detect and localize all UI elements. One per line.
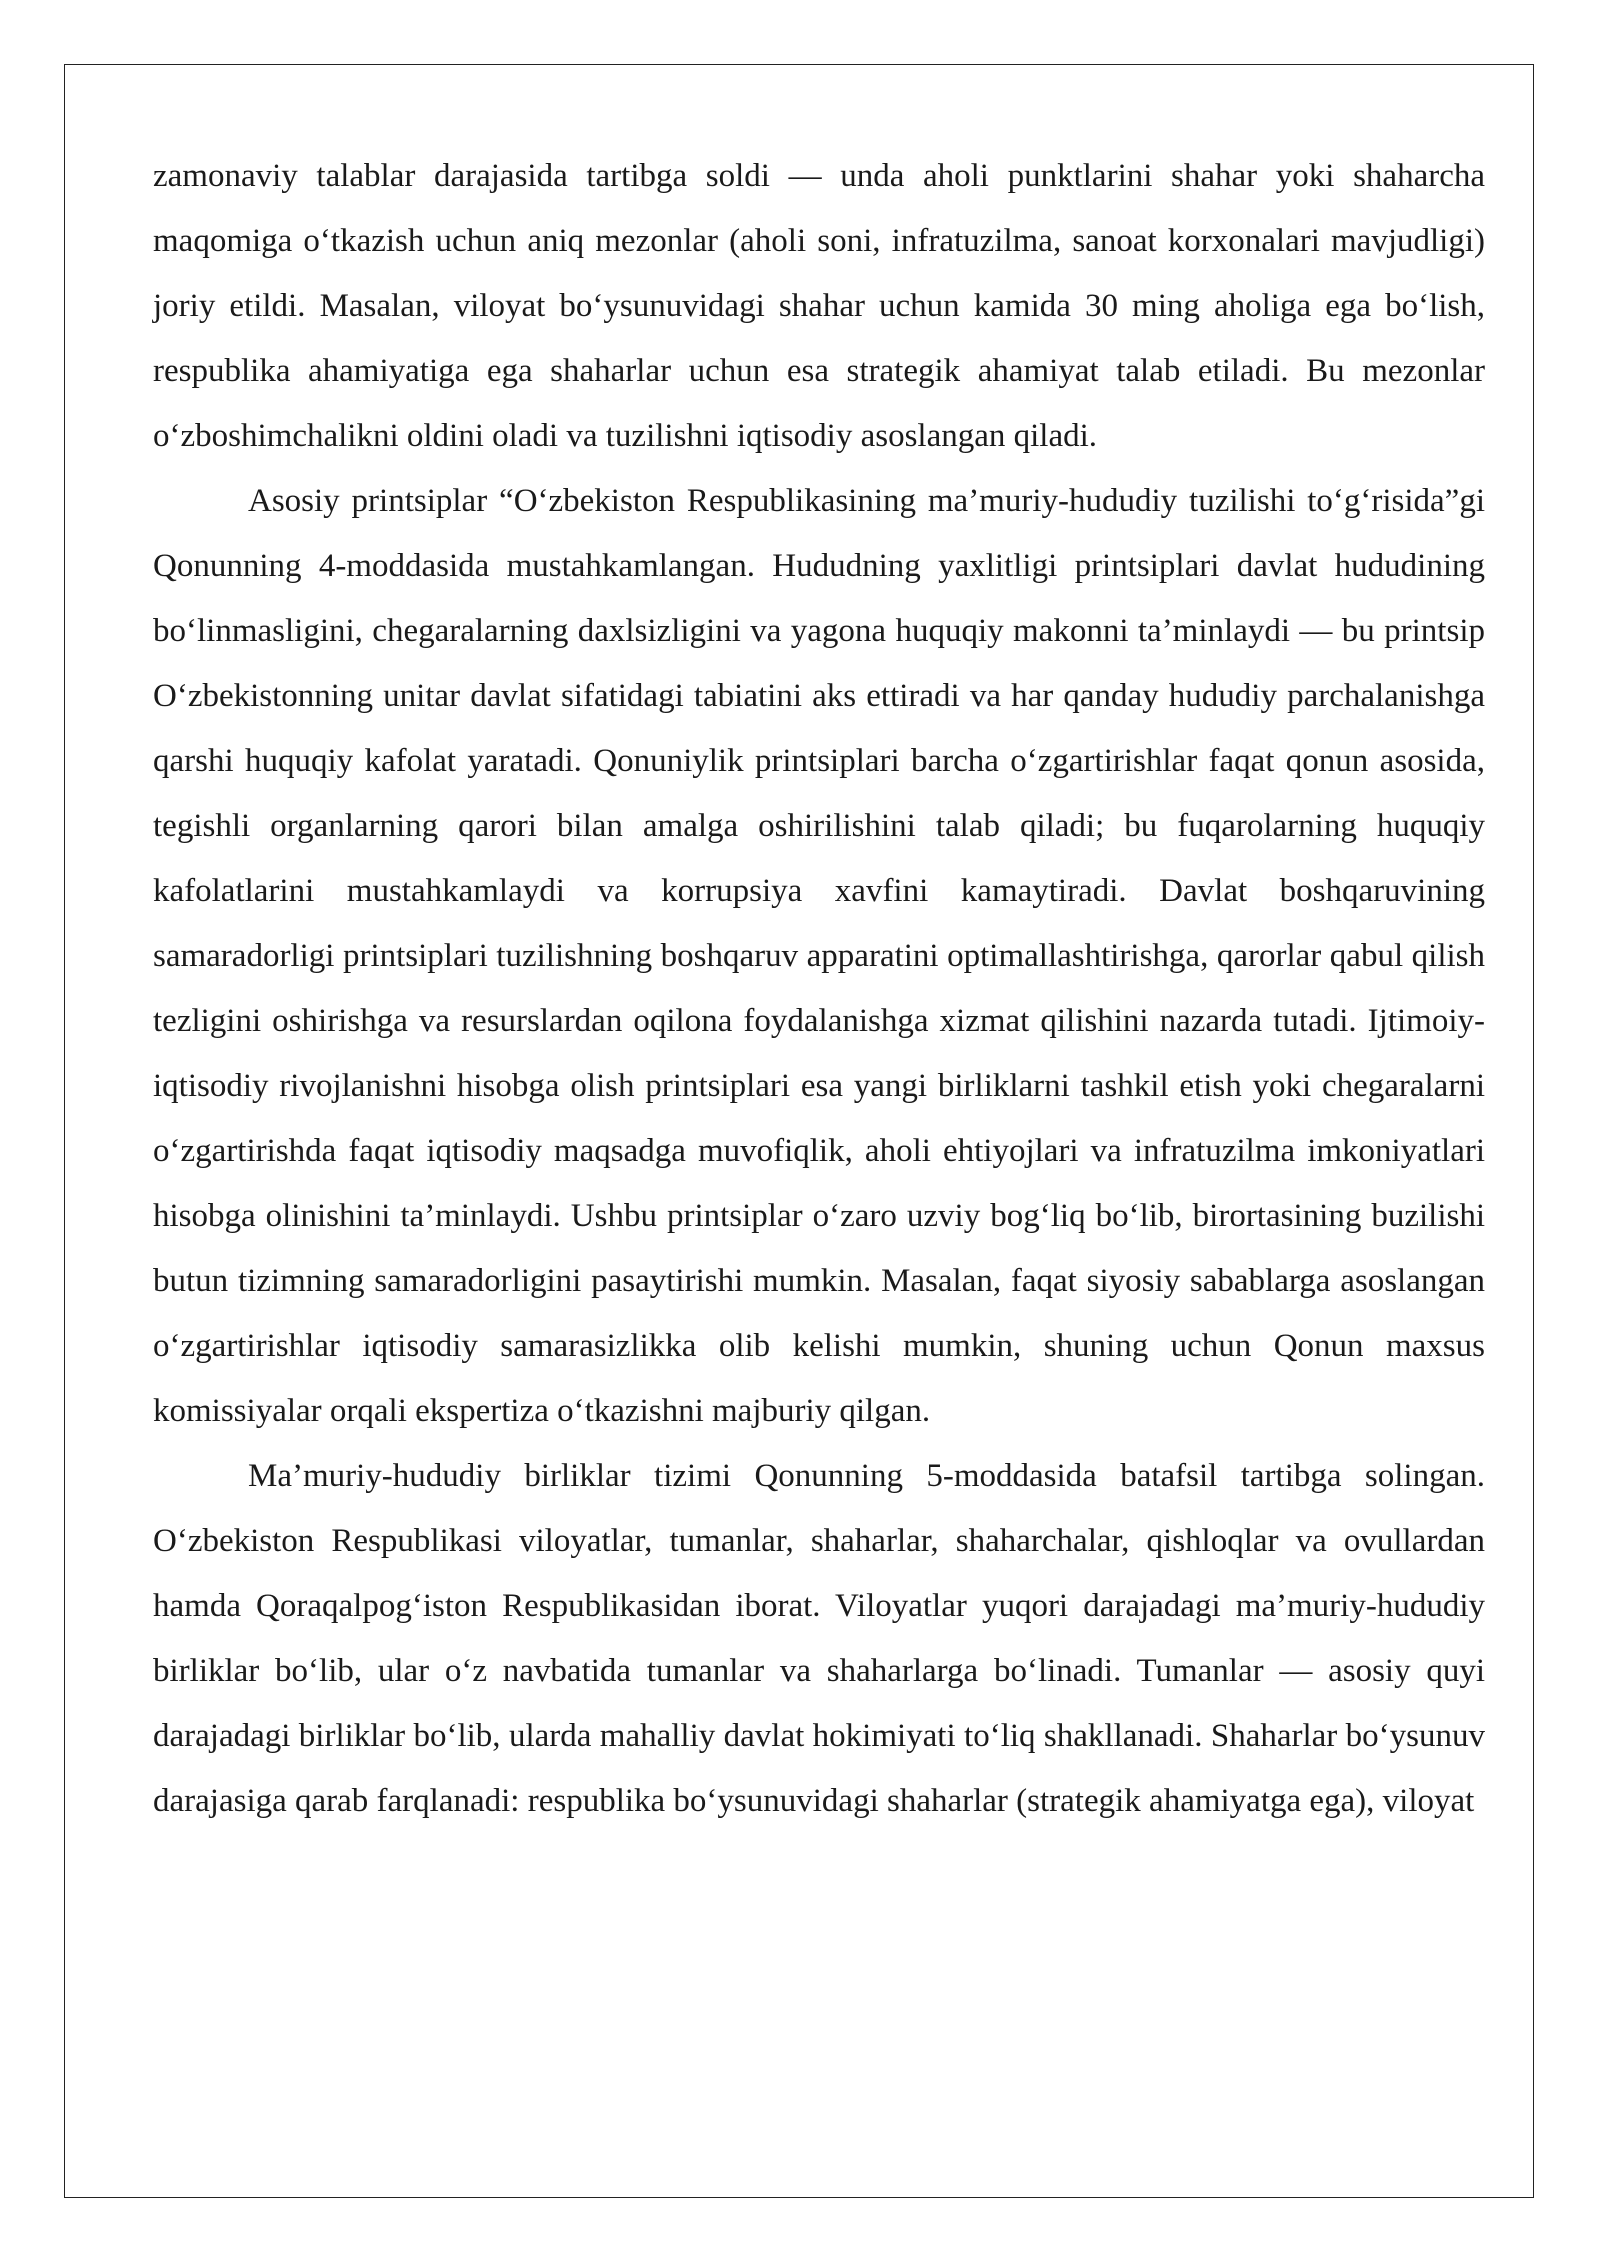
document-body — [153, 144, 1485, 1834]
paragraph-units-system: Ma’muriy-hududiy birliklar tizimi Qonunning 5-moddasida batafsil tartibga solingan. O‘zbekiston Respublikasi viloyatlar, tumanlar, shaharlar, shaharchalar, qishloqlar va ovullardan hamda Qoraqalpog‘iston Respublikasidan iborat. Viloyatlar yuqori darajadagi ma’muriy-hududiy birliklar bo‘lib, ular o‘z navbatida tumanlar va shaharlarga bo‘linadi. Tumanlar — asosiy quyi darajadagi birliklar bo‘lib, ularda mahalliy davlat hokimiyati to‘liq shakllanadi. Shaharlar bo‘ysunuv darajasiga qarab farqlanadi: respublika bo‘ysunuvidagi shaharlar (strategik ahamiyatga ega), viloyat — [153, 1458, 1485, 1819]
paragraph-principles: Asosiy printsiplar “O‘zbekiston Respublikasining ma’muriy-hududiy tuzilishi to‘g‘risida”gi Qonunning 4-moddasida mustahkamlangan. Hududning yaxlitligi printsiplari davlat hududining bo‘linmasligini, chegaralarning daxlsizligini va yagona huquqiy makonni ta’minlaydi — bu printsip O‘zbekistonning unitar davlat sifatidagi tabiatini aks ettiradi va har qanday hududiy parchalanishga qarshi huquqiy kafolat yaratadi. Qonuniylik printsiplari barcha o‘zgartirishlar faqat qonun asosida, tegishli organlarning qarori bilan amalga oshirilishini talab qiladi; bu fuqarolarning huquqiy kafolatlarini mustahkamlaydi va korrupsiya xavfini kamaytiradi. Davlat boshqaruvining samaradorligi printsiplari tuzilishning boshqaruv apparatini optimallashtirishga, qarorlar qabul qilish tezligini oshirishga va resurslardan oqilona foydalanishga xizmat qilishini nazarda tutadi. Ijtimoiy-iqtisodiy rivojlanishni hisobga olish printsiplari esa yangi birliklarni tashkil etish yoki chegaralarni o‘zgartirishda faqat iqtisodiy maqsadga muvofiqlik, aholi ehtiyojlari va infratuzilma imkoniyatlari hisobga olinishini ta’minlaydi. Ushbu printsiplar o‘zaro uzviy bog‘liq bo‘lib, birortasining buzilishi butun tizimning samaradorligini pasaytirishi mumkin. Masalan, faqat siyosiy sabablarga asoslangan o‘zgartirishlar iqtisodiy samarasizlikka olib kelishi mumkin, shuning uchun Qonun maxsus komissiyalar orqali ekspertiza o‘tkazishni majburiy qilgan. — [153, 483, 1485, 1429]
paragraph-continuation: zamonaviy talablar darajasida tartibga soldi — unda aholi punktlarini shahar yoki shaharcha maqomiga o‘tkazish uchun aniq mezonlar (aholi soni, infratuzilma, sanoat korxonalari mavjudligi) joriy etildi. Masalan, viloyat bo‘ysunuvidagi shahar uchun kamida 30 ming aholiga ega bo‘lish, respublika ahamiyatiga ega shaharlar uchun esa strategik ahamiyat talab etiladi. Bu mezonlar o‘zboshimchalikni oldini oladi va tuzilishni iqtisodiy asoslangan qiladi. — [153, 158, 1485, 454]
